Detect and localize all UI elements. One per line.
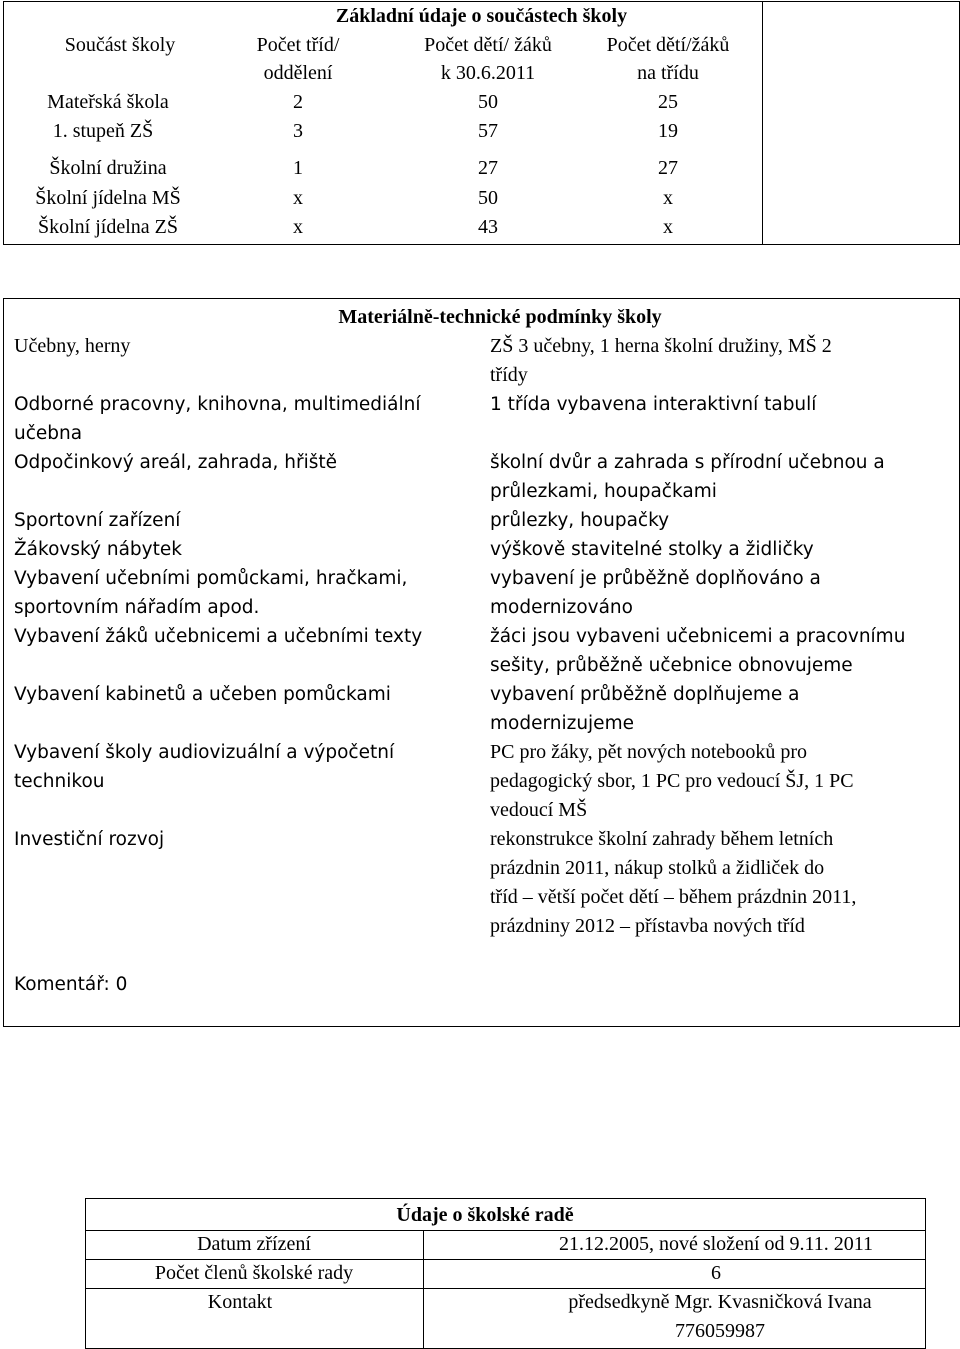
row-per-class: 25 [658, 91, 678, 113]
row-part: Školní jídelna MŠ [35, 187, 181, 209]
header-children-line1: Počet dětí/ žáků [424, 34, 552, 56]
header-classes-line2: oddělení [263, 62, 333, 84]
material-value: sešity, průběžně učebnice obnovujeme [490, 655, 853, 676]
row-part: Mateřská škola [47, 91, 169, 113]
material-label: Odpočinkový areál, zahrada, hřiště [14, 452, 338, 473]
material-label: Vybavení učebními pomůckami, hračkami, [14, 568, 408, 589]
material-value: průlezky, houpačky [490, 510, 670, 531]
row-classes: x [293, 187, 303, 209]
council-value: předsedkyně Mgr. Kvasničková Ivana [568, 1291, 872, 1313]
header-part: Součást školy [64, 34, 176, 56]
material-label: Investiční rozvoj [14, 829, 165, 850]
council-value: 21.12.2005, nové složení od 9.11. 2011 [558, 1233, 874, 1255]
row-children: 50 [478, 91, 498, 113]
row-children: 43 [478, 216, 498, 238]
material-label: Sportovní zařízení [14, 510, 181, 531]
header-children-line2: k 30.6.2011 [440, 62, 536, 84]
header-per-class-line2: na třídu [637, 62, 699, 84]
council-title: Údaje o školské radě [396, 1204, 574, 1226]
material-label: učebna [14, 423, 83, 444]
material-value: modernizováno [490, 597, 633, 618]
material-value: prázdniny 2012 – přístavba nových tříd [490, 915, 805, 937]
material-value: modernizujeme [490, 713, 634, 734]
row-classes: 2 [293, 91, 303, 113]
material-label: Odborné pracovny, knihovna, multimediální [14, 394, 421, 415]
material-value: 1 třída vybavena interaktivní tabulí [490, 394, 817, 415]
material-title: Materiálně-technické podmínky školy [338, 306, 662, 328]
row-per-class: x [663, 187, 673, 209]
material-value: průlezkami, houpačkami [490, 481, 717, 502]
council-value: 776059987 [675, 1320, 765, 1342]
material-value: školní dvůr a zahrada s přírodní učebnou a [490, 452, 885, 473]
material-value: pedagogický sbor, 1 PC pro vedoucí ŠJ, 1 PC [490, 770, 854, 792]
school-parts-title: Základní údaje o součástech školy [335, 5, 628, 27]
material-label: Vybavení školy audiovizuální a výpočetní [14, 742, 395, 763]
material-value: třídy [490, 364, 528, 386]
material-label: technikou [14, 771, 105, 792]
material-value: vybavení průběžně doplňujeme a [490, 684, 800, 705]
material-value: vybavení je průběžně doplňováno a [490, 568, 821, 589]
material-value: ZŠ 3 učebny, 1 herna školní družiny, MŠ 2 [490, 335, 832, 357]
row-per-class: 27 [658, 157, 678, 179]
row-classes: 3 [293, 120, 303, 142]
row-per-class: 19 [658, 120, 678, 142]
row-children: 27 [478, 157, 498, 179]
council-label: Datum zřízení [197, 1233, 311, 1255]
header-per-class-line1: Počet dětí/žáků [606, 34, 730, 56]
row-part: Školní družina [49, 157, 167, 179]
material-value: prázdnin 2011, nákup stolků a židliček do [490, 857, 825, 879]
row-part: 1. stupeň ZŠ [52, 120, 154, 142]
header-classes-line1: Počet tříd/ [256, 34, 340, 56]
council-value: 6 [711, 1262, 721, 1284]
council-label: Kontakt [207, 1291, 273, 1313]
row-part: Školní jídelna ZŠ [38, 216, 178, 238]
material-label: sportovním nářadím apod. [14, 597, 260, 618]
row-children: 50 [478, 187, 498, 209]
row-children: 57 [478, 120, 498, 142]
material-label: Žákovský nábytek [14, 539, 182, 560]
row-classes: 1 [293, 157, 303, 179]
material-label: Vybavení žáků učebnicemi a učebními texty [14, 626, 423, 647]
row-per-class: x [663, 216, 673, 238]
material-value: tříd – větší počet dětí – během prázdnin 2011, [490, 886, 857, 908]
material-comment: Komentář: 0 [14, 974, 128, 995]
material-label: Vybavení kabinetů a učeben pomůckami [14, 684, 391, 705]
material-label: Učebny, herny [14, 335, 131, 357]
material-value: žáci jsou vybaveni učebnicemi a pracovnímu [490, 626, 906, 647]
material-value: vedoucí MŠ [490, 799, 588, 821]
material-value: výškově stavitelné stolky a židličky [490, 539, 814, 560]
council-label: Počet členů školské rady [154, 1262, 354, 1284]
row-classes: x [293, 216, 303, 238]
material-value: rekonstrukce školní zahrady během letních [490, 828, 834, 850]
material-value: PC pro žáky, pět nových notebooků pro [490, 741, 807, 763]
